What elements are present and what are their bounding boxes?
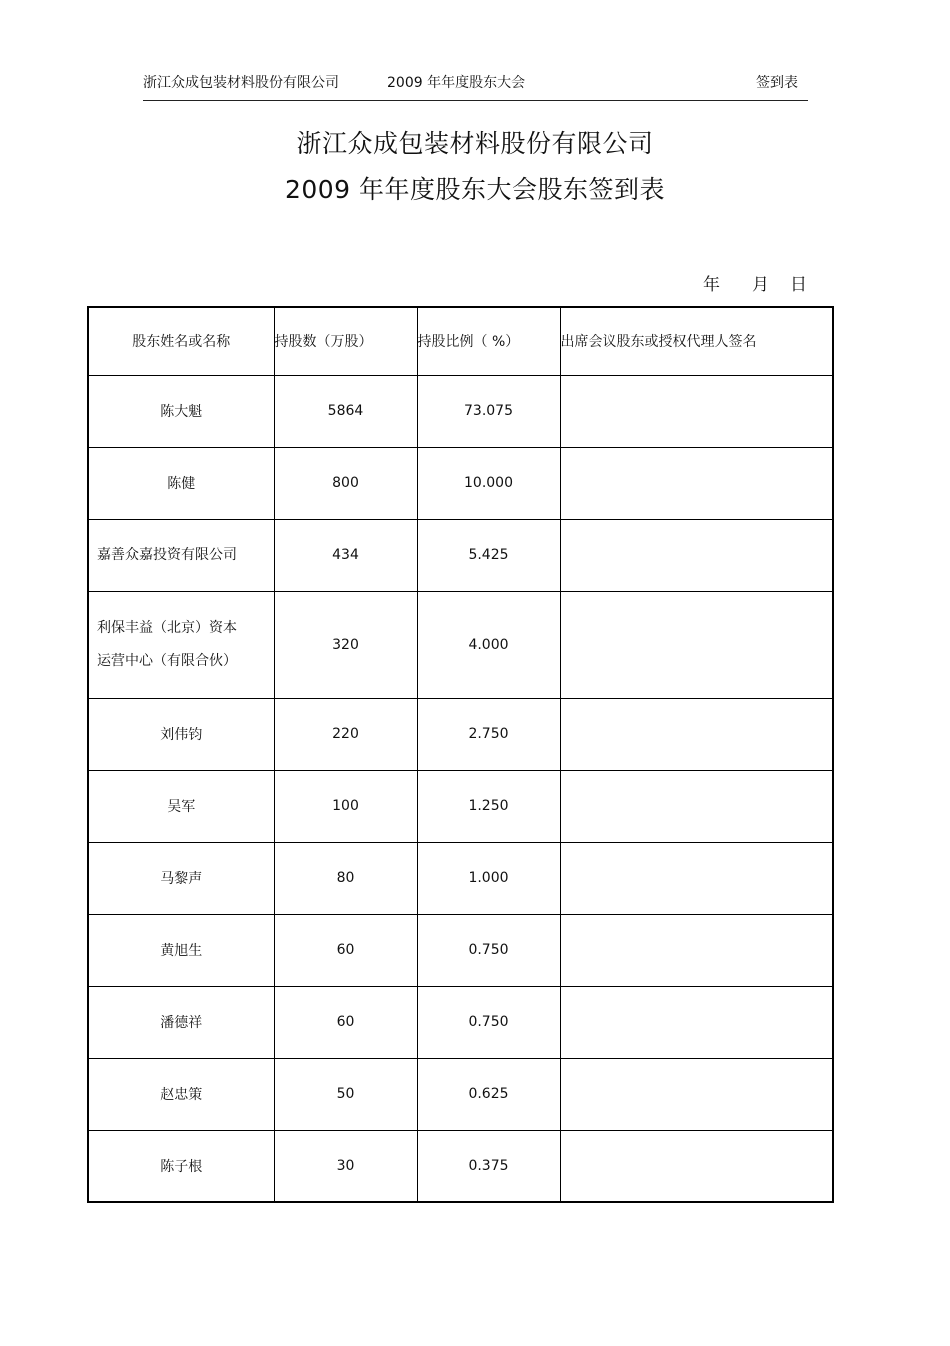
header-meeting: 2009 年年度股东大会 <box>387 75 526 91</box>
shareholder-name: 黄旭生 <box>88 914 274 986</box>
shares-held: 434 <box>274 519 417 591</box>
date-month-label: 月 <box>752 275 769 295</box>
share-ratio: 1.000 <box>417 842 560 914</box>
shareholder-name: 陈子根 <box>88 1130 274 1202</box>
shares-held: 220 <box>274 698 417 770</box>
table-row <box>88 447 833 519</box>
table-row <box>88 1058 833 1130</box>
shareholder-name-line2: 运营中心（有限合伙） <box>97 652 237 669</box>
share-ratio: 1.250 <box>417 770 560 842</box>
shares-held: 60 <box>274 986 417 1058</box>
shareholder-name: 潘德祥 <box>88 986 274 1058</box>
shareholder-name: 陈健 <box>88 447 274 519</box>
document-title-company: 浙江众成包装材料股份有限公司 <box>296 129 654 158</box>
table-row <box>88 914 833 986</box>
running-header <box>143 70 808 101</box>
shares-held: 100 <box>274 770 417 842</box>
shares-held: 320 <box>274 591 417 698</box>
column-header-shares: 持股数（万股） <box>274 307 417 375</box>
signature-cell[interactable] <box>560 698 833 770</box>
table-row <box>88 842 833 914</box>
shareholder-name-line1: 利保丰益（北京）资本 <box>97 619 237 636</box>
date-year-label: 年 <box>703 275 720 295</box>
share-ratio: 2.750 <box>417 698 560 770</box>
signature-cell[interactable] <box>560 986 833 1058</box>
column-header-ratio: 持股比例（ %） <box>417 307 560 375</box>
column-header-signature: 出席会议股东或授权代理人签名 <box>560 307 833 375</box>
table-row <box>88 770 833 842</box>
table-row <box>88 698 833 770</box>
shares-held: 50 <box>274 1058 417 1130</box>
shareholder-name: 陈大魁 <box>88 375 274 447</box>
shares-held: 80 <box>274 842 417 914</box>
shareholder-name: 刘伟钧 <box>88 698 274 770</box>
table-header-row <box>88 307 833 375</box>
signature-cell[interactable] <box>560 519 833 591</box>
share-ratio: 0.750 <box>417 914 560 986</box>
share-ratio: 4.000 <box>417 591 560 698</box>
shares-held: 60 <box>274 914 417 986</box>
sign-in-table <box>87 306 834 1203</box>
signature-cell[interactable] <box>560 914 833 986</box>
signature-cell[interactable] <box>560 375 833 447</box>
shares-held: 800 <box>274 447 417 519</box>
share-ratio: 73.075 <box>417 375 560 447</box>
shareholder-name: 嘉善众嘉投资有限公司 <box>88 519 274 591</box>
signature-cell[interactable] <box>560 591 833 698</box>
share-ratio: 0.375 <box>417 1130 560 1202</box>
signature-cell[interactable] <box>560 1130 833 1202</box>
table-row <box>88 591 833 698</box>
shareholder-name: 赵忠策 <box>88 1058 274 1130</box>
signature-cell[interactable] <box>560 447 833 519</box>
table-row <box>88 375 833 447</box>
header-company: 浙江众成包装材料股份有限公司 <box>143 75 339 91</box>
shares-held: 5864 <box>274 375 417 447</box>
date-day-label: 日 <box>790 275 807 295</box>
header-form-name: 签到表 <box>756 75 798 91</box>
table-row <box>88 1130 833 1202</box>
shareholder-name <box>88 591 274 698</box>
table-row <box>88 519 833 591</box>
signature-cell[interactable] <box>560 1058 833 1130</box>
table-row <box>88 986 833 1058</box>
share-ratio: 5.425 <box>417 519 560 591</box>
document-title-form: 2009 年年度股东大会股东签到表 <box>284 175 666 204</box>
shareholder-name: 吴军 <box>88 770 274 842</box>
share-ratio: 0.750 <box>417 986 560 1058</box>
share-ratio: 10.000 <box>417 447 560 519</box>
shares-held: 30 <box>274 1130 417 1202</box>
signature-cell[interactable] <box>560 770 833 842</box>
signature-cell[interactable] <box>560 842 833 914</box>
column-header-name: 股东姓名或名称 <box>88 307 274 375</box>
shareholder-name: 马黎声 <box>88 842 274 914</box>
share-ratio: 0.625 <box>417 1058 560 1130</box>
